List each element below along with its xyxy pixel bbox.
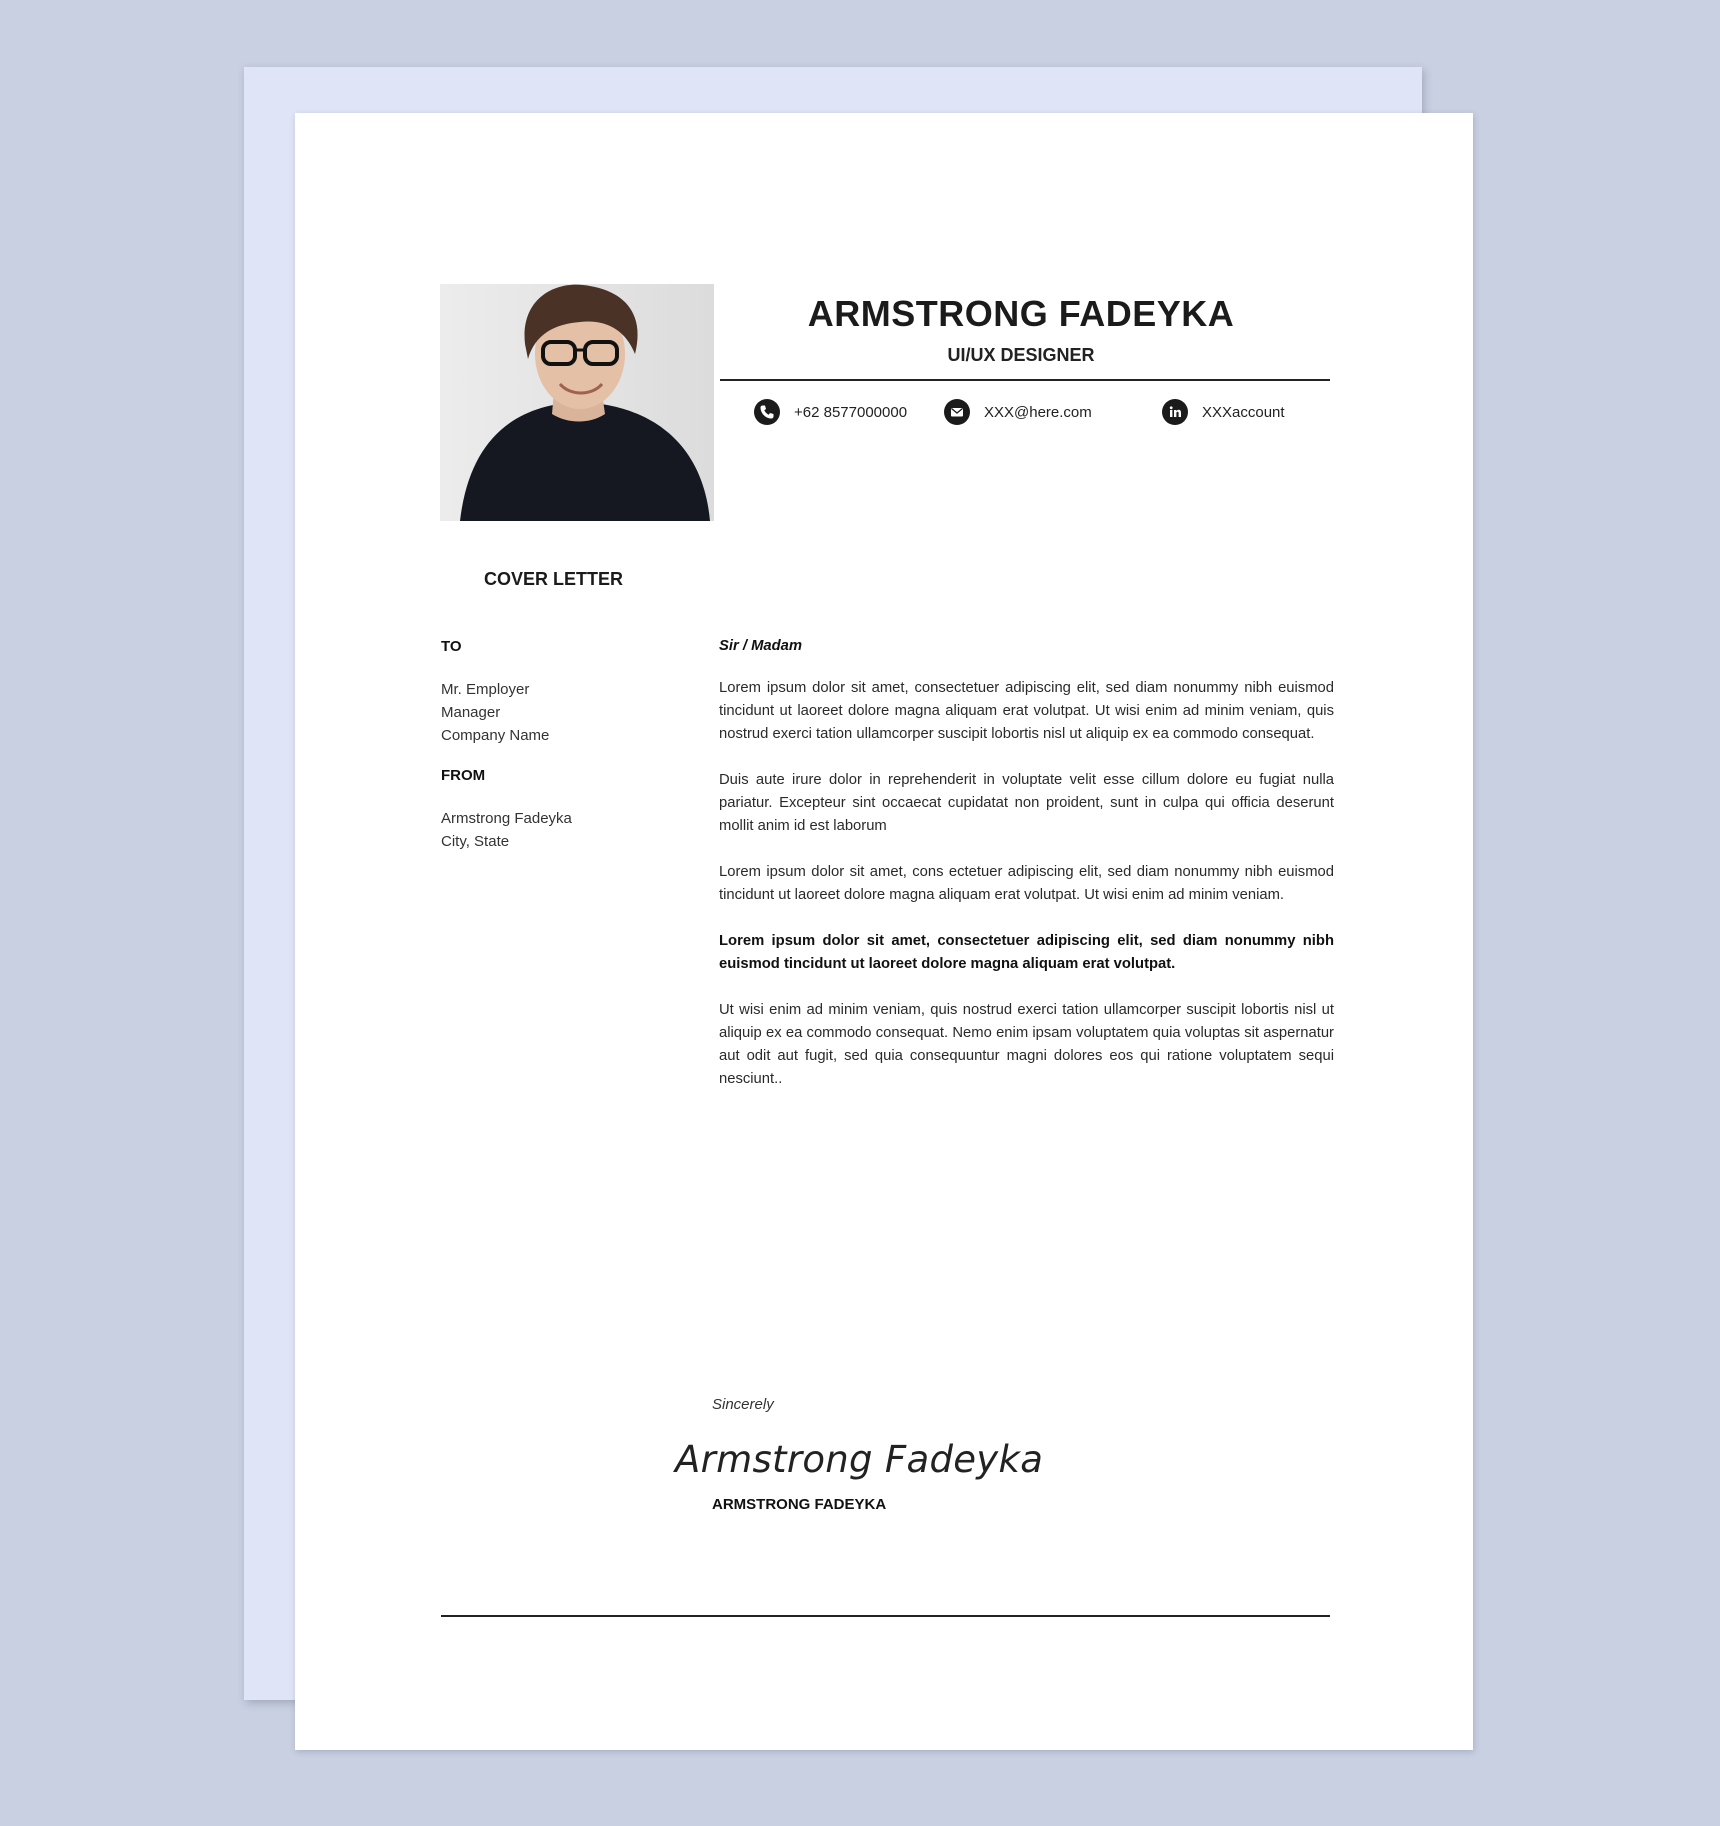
candidate-name: ARMSTRONG FADEYKA — [807, 293, 1235, 334]
from-label: FROM — [441, 767, 486, 784]
address-column — [441, 638, 681, 853]
to-label: TO — [441, 638, 462, 655]
letter-paragraph: Ut wisi enim ad minim veniam, quis nostrud exerci tation ullamcorper suscipit lobortis nisl ut aliquip ex ea commodo consequat. Nemo enim ipsam voluptatem quia voluptas sit aspernatur aut odit aut fugit, sed quia consequuntur magni dolores eos qui ratione voluptatem sequi nesciunt.. — [719, 1002, 1334, 1087]
cover-letter-page — [295, 113, 1473, 1750]
closing-sincerely: Sincerely — [712, 1396, 774, 1413]
contact-phone-text: +62 8577000000 — [794, 403, 908, 421]
letter-paragraph-bold: Lorem ipsum dolor sit amet, consectetuer adipiscing elit, sed diam nonummy nibh euismod tincidunt ut laoreet dolore magna aliquam erat volutpat. — [719, 933, 1334, 972]
linkedin-icon — [1162, 399, 1188, 425]
contact-linkedin[interactable] — [1162, 399, 1285, 425]
mail-icon — [944, 399, 970, 425]
signature: Armstrong Fadeyka — [675, 1438, 1044, 1481]
letter-paragraph: Duis aute irure dolor in reprehenderit in voluptate velit esse cillum dolore eu fugiat nulla pariatur. Excepteur sint occaecat cupidatat non proident, sunt in culpa qui officia deserunt mollit anim id est laborum — [719, 772, 1334, 834]
phone-icon — [754, 399, 780, 425]
from-line: City, State — [441, 833, 510, 850]
contact-email-text: XXX@here.com — [984, 403, 1092, 421]
candidate-role: UI/UX DESIGNER — [947, 345, 1095, 365]
section-title: COVER LETTER — [484, 569, 624, 589]
salutation: Sir / Madam — [719, 638, 803, 654]
footer-divider — [441, 1615, 1330, 1617]
contact-email[interactable] — [944, 399, 1092, 425]
letter-paragraph: Lorem ipsum dolor sit amet, consectetuer adipiscing elit, sed diam nonummy nibh euismod tincidunt ut laoreet dolore magna aliquam erat volutpat. Ut wisi enim ad minim veniam, quis nostrud exerci tation ullamcorper suscipit lobortis nisl ut aliquip ex ea commodo consequat. — [719, 680, 1334, 742]
letter-paragraph: Lorem ipsum dolor sit amet, cons ectetuer adipiscing elit, sed diam nonummy nibh euismod tincidunt ut laoreet dolore magna aliquam erat volutpat. Ut wisi enim ad minim veniam. — [719, 864, 1334, 903]
to-line: Manager — [441, 704, 501, 721]
from-line: Armstrong Fadeyka — [441, 810, 572, 827]
to-line: Company Name — [441, 727, 550, 744]
contact-phone[interactable] — [754, 399, 907, 425]
to-line: Mr. Employer — [441, 681, 530, 698]
contact-linkedin-text: XXXaccount — [1202, 403, 1285, 421]
letter-body — [719, 638, 1334, 1114]
header-divider — [720, 379, 1330, 381]
printed-name: ARMSTRONG FADEYKA — [712, 1496, 887, 1513]
profile-photo — [440, 284, 714, 521]
